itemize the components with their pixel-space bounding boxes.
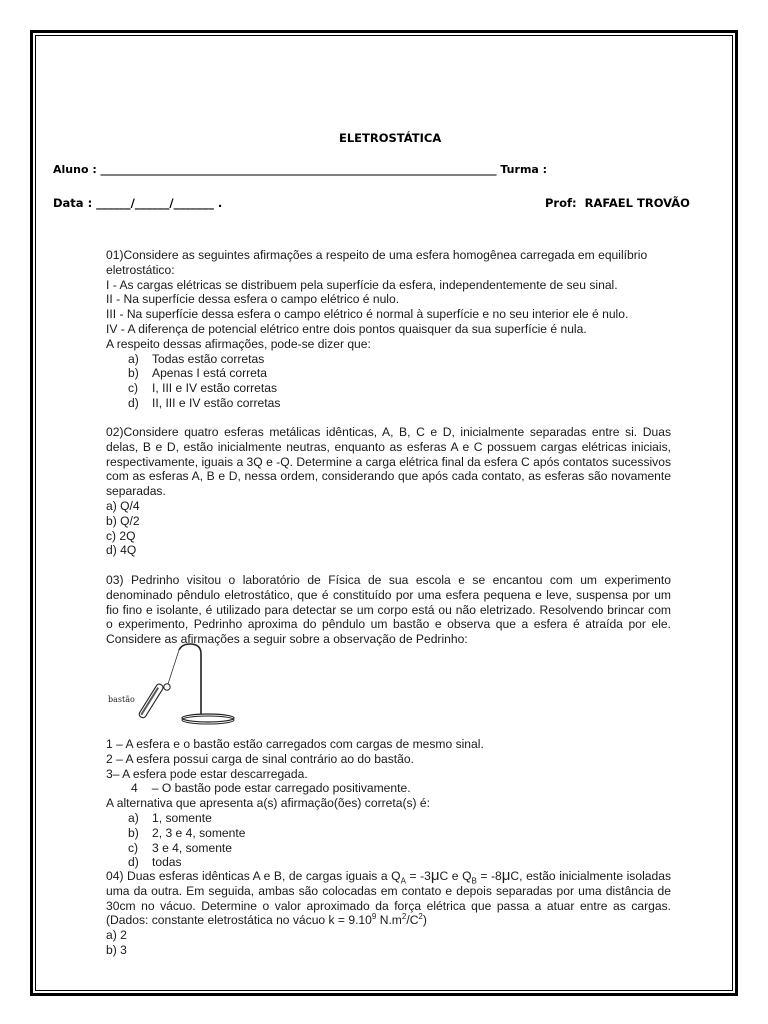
option-item: b) Apenas I está correta xyxy=(128,366,267,381)
rod xyxy=(138,683,164,719)
question-1-prompt: A respeito dessas afirmações, pode-se dizer que: xyxy=(106,336,371,351)
question-3-statement: 1 – A esfera e o bastão estão carregados com cargas de mesmo sinal. xyxy=(106,737,484,751)
option-item: c) I, III e IV estão corretas xyxy=(128,381,278,396)
question-3-statement: 3– A esfera pode estar descarregada. xyxy=(106,766,308,781)
question-1-intro: 01)Considere as seguintes afirmações a respeito de uma esfera homogênea carregada em equilíbrio eletrostático: xyxy=(106,248,648,277)
option-item: d) 4Q xyxy=(106,543,137,558)
question-3 xyxy=(106,573,671,647)
date-line: Data : ______/______/_______ . xyxy=(53,196,223,210)
question-3-prompt: A alternativa que apresenta a(s) afirmação(ões) correta(s) é: xyxy=(106,796,430,811)
option-item: a) Q/4 xyxy=(106,498,140,513)
question-3-options xyxy=(106,811,671,870)
pendulum-thread xyxy=(168,650,179,684)
question-3-text: 03) Pedrinho visitou o laboratório de Física de sua escola e se encantou com um experimento denominado pêndulo eletrostático, que é constituído por uma esfera pequena e leve, suspensa por um fio fino e isolante, é utilizado para detectar se um corpo está ou não eletrizado. Resolvendo brincar com o experimento, Pedrinho aproxima do pêndulo um bastão e observa que a esfera é atraída por ele. Considere as afirmações a seguir sobre a observação de Pedrinho: xyxy=(106,573,671,647)
question-3-statement: 4 – O bastão pode estar carregado positivamente. xyxy=(131,781,411,796)
question-1-statement: II - Na superfície dessa esfera o campo elétrico é nulo. xyxy=(106,292,400,307)
option-item: d) todas xyxy=(128,855,182,870)
option-item: d) II, III e IV estão corretas xyxy=(128,395,281,410)
question-2-text: 02)Considere quatro esferas metálicas idênticas, A, B, C e D, inicialmente separadas entre si. Duas delas, B e D, estão inicialmente neutras, enquanto as esferas A e C possuem cargas elétricas iniciais, respectivamente, iguais a 3Q e -Q. Determine a carga elétrica final da esfera C após contatos sucessivos com as esferas A, B e D, nessa ordem, considerando que após cada contato, as esferas são novamente separadas. xyxy=(106,425,671,499)
page-title: ELETROSTÁTICA xyxy=(339,131,442,145)
option-item: a) 2 xyxy=(106,928,127,943)
question-2 xyxy=(106,425,671,558)
question-1-options xyxy=(106,352,671,411)
rod-label: bastão xyxy=(108,695,135,704)
teacher-name: Prof: RAFAEL TROVÃO xyxy=(545,196,690,210)
question-3-statements xyxy=(106,737,671,870)
option-item: c) 3 e 4, somente xyxy=(128,840,233,855)
question-1-statement: I - As cargas elétricas se distribuem pela superfície da esfera, independentemente de seu sinal. xyxy=(106,277,618,292)
question-1-statement: IV - A diferença de potencial elétrico entre dois pontos quaisquer da sua superfície é nula. xyxy=(106,321,587,336)
option-item: b) 3 xyxy=(106,942,127,957)
option-item: b) 2, 3 e 4, somente xyxy=(128,825,246,840)
pendulum-base xyxy=(182,714,234,722)
option-item: a) 1, somente xyxy=(128,810,212,825)
student-name-line: Aluno : ________________________________________________________________________ Turma : xyxy=(53,163,548,176)
option-item: a) Todas estão corretas xyxy=(128,351,265,366)
question-4-text: 04) Duas esferas idênticas A e B, de cargas iguais a $Q_A = -3\mu C$ e $Q_B = -8\mu C$, estão inicialmente isoladas uma da outra. Em seguida, ambas são colocadas em contato e depois separadas por uma distância de 30cm no vácuo. Determine o valor aproximado da força elétrica que passa a atuar entre as cargas. (Dados: constante eletrostática no vácuo $k = 9.10^9$ $N.m^2/C^2$) xyxy=(106,867,671,928)
question-3-statement: 2 – A esfera possui carga de sinal contrário ao do bastão. xyxy=(106,751,414,766)
pendulum-stand xyxy=(179,644,201,718)
option-item: c) 2Q xyxy=(106,528,136,543)
pendulum-sphere xyxy=(164,684,170,690)
question-1 xyxy=(106,248,671,411)
electrostatic-pendulum-figure xyxy=(106,640,266,725)
question-1-statement: III - Na superfície dessa esfera o campo elétrico é normal à superfície e no seu interior ele é nulo. xyxy=(106,307,629,322)
question-4 xyxy=(106,869,671,958)
option-item: b) Q/2 xyxy=(106,513,140,528)
